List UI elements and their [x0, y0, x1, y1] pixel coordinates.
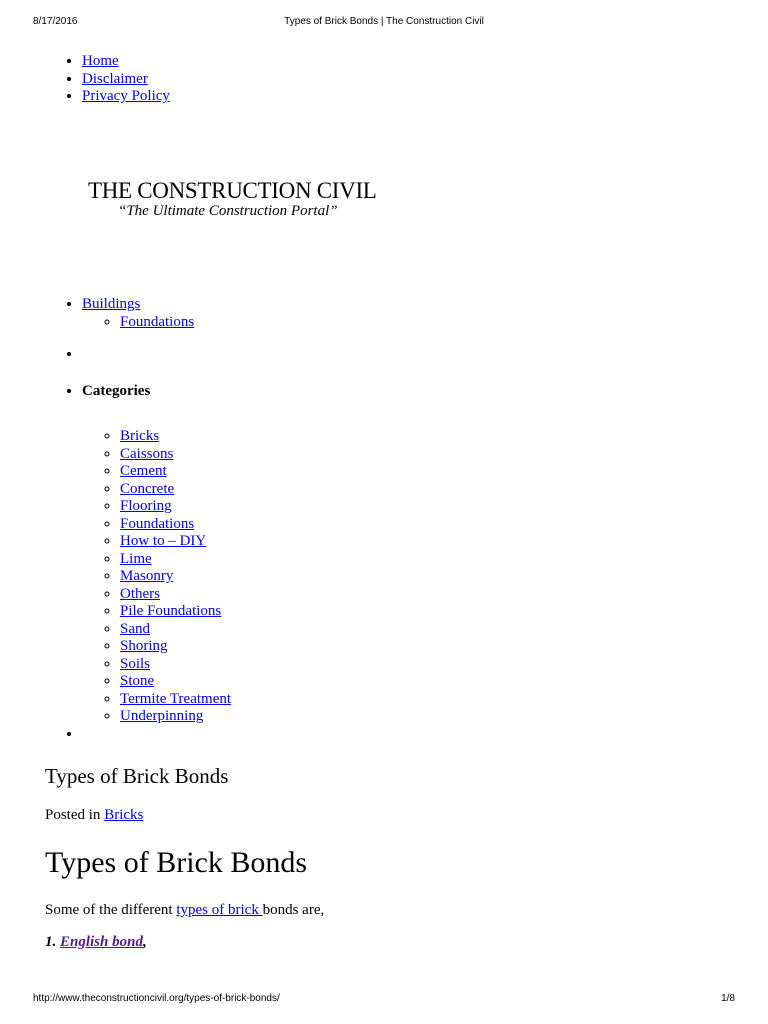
- intro-text-before: Some of the different: [45, 902, 177, 918]
- posted-in-label: Posted in: [45, 807, 105, 823]
- categories-heading: • Categories: [82, 383, 768, 401]
- home-link[interactable]: Home: [82, 53, 119, 69]
- category-item: [120, 498, 768, 516]
- category-item: [120, 481, 768, 499]
- category-link-underpinning[interactable]: Underpinning: [120, 708, 204, 724]
- page-number: 1/8: [721, 993, 735, 1004]
- category-item: [120, 516, 768, 534]
- empty-menu-item: [0, 346, 768, 364]
- intro-text-after: bonds are,: [262, 902, 325, 918]
- posted-category-link[interactable]: Bricks: [104, 807, 144, 823]
- category-link-cement[interactable]: Cement: [120, 463, 167, 479]
- category-link-foundations[interactable]: Foundations: [120, 515, 195, 532]
- category-link-pile-foundations[interactable]: Pile Foundations: [120, 603, 222, 619]
- menu-item-buildings: [82, 296, 768, 331]
- category-item: [120, 691, 768, 709]
- categories-widget: [0, 383, 768, 401]
- category-link-concrete[interactable]: Concrete: [120, 480, 175, 497]
- top-nav: [0, 53, 768, 106]
- category-link-masonry[interactable]: Masonry: [120, 568, 174, 584]
- category-item: [120, 603, 768, 621]
- pdf-footer: [0, 993, 768, 1007]
- category-link-soils[interactable]: Soils: [120, 655, 151, 672]
- category-item: [120, 708, 768, 726]
- empty-list-item: [82, 726, 768, 744]
- bond-number: 1.: [45, 934, 60, 950]
- print-date: 8/17/2016: [33, 16, 78, 27]
- empty-widget-item: [0, 726, 768, 744]
- category-link-bricks[interactable]: Bricks: [120, 428, 160, 444]
- types-of-brick-link[interactable]: types of brick: [176, 902, 263, 918]
- category-link-sand[interactable]: Sand: [120, 620, 150, 637]
- category-item: [120, 568, 768, 586]
- category-link-shoring[interactable]: Shoring: [120, 638, 168, 654]
- print-title: Types of Brick Bonds | The Construction Civil: [284, 16, 484, 27]
- category-link-termite-treatment[interactable]: Termite Treatment: [120, 690, 232, 707]
- print-url: http://www.theconstructioncivil.org/types-of-brick-bonds/: [33, 993, 280, 1004]
- top-nav-item-home: [82, 53, 768, 71]
- posted-in: [45, 807, 143, 824]
- disclaimer-link[interactable]: Disclaimer: [82, 70, 148, 87]
- categories-list: [0, 428, 768, 726]
- intro-paragraph: [45, 902, 324, 919]
- menu-subitem-foundations: [120, 314, 768, 332]
- category-link-stone[interactable]: Stone: [120, 673, 155, 689]
- privacy-policy-link[interactable]: Privacy Policy: [82, 88, 170, 104]
- category-item: [120, 638, 768, 656]
- top-nav-item-privacy: [82, 88, 768, 106]
- bond-suffix: ,: [142, 934, 147, 950]
- pdf-header: [0, 16, 768, 30]
- empty-list-item: [82, 346, 768, 364]
- category-item: [120, 621, 768, 639]
- main-menu: [0, 296, 768, 331]
- top-nav-item-disclaimer: [82, 71, 768, 89]
- category-link-lime[interactable]: Lime: [120, 550, 152, 567]
- category-item: [120, 673, 768, 691]
- category-item: [120, 446, 768, 464]
- buildings-link[interactable]: Buildings: [82, 296, 141, 312]
- category-item: [120, 586, 768, 604]
- category-link-caissons[interactable]: Caissons: [120, 445, 174, 462]
- category-item: [120, 656, 768, 674]
- bond-list-item: [45, 934, 147, 951]
- english-bond-link[interactable]: English bond: [60, 934, 143, 950]
- site-tagline: “The Ultimate Construction Portal”: [118, 203, 338, 219]
- category-link-others[interactable]: Others: [120, 585, 160, 602]
- foundations-menu-link[interactable]: Foundations: [120, 313, 195, 330]
- category-item: [120, 551, 768, 569]
- article-title: Types of Brick Bonds: [45, 846, 308, 879]
- category-item: [120, 533, 768, 551]
- category-item: [120, 463, 768, 481]
- site-title: THE CONSTRUCTION CIVIL: [88, 178, 377, 203]
- category-item: [120, 428, 768, 446]
- category-link-how-to-diy[interactable]: How to – DIY: [120, 533, 207, 549]
- post-title: Types of Brick Bonds: [45, 764, 229, 788]
- category-link-flooring[interactable]: Flooring: [120, 498, 172, 514]
